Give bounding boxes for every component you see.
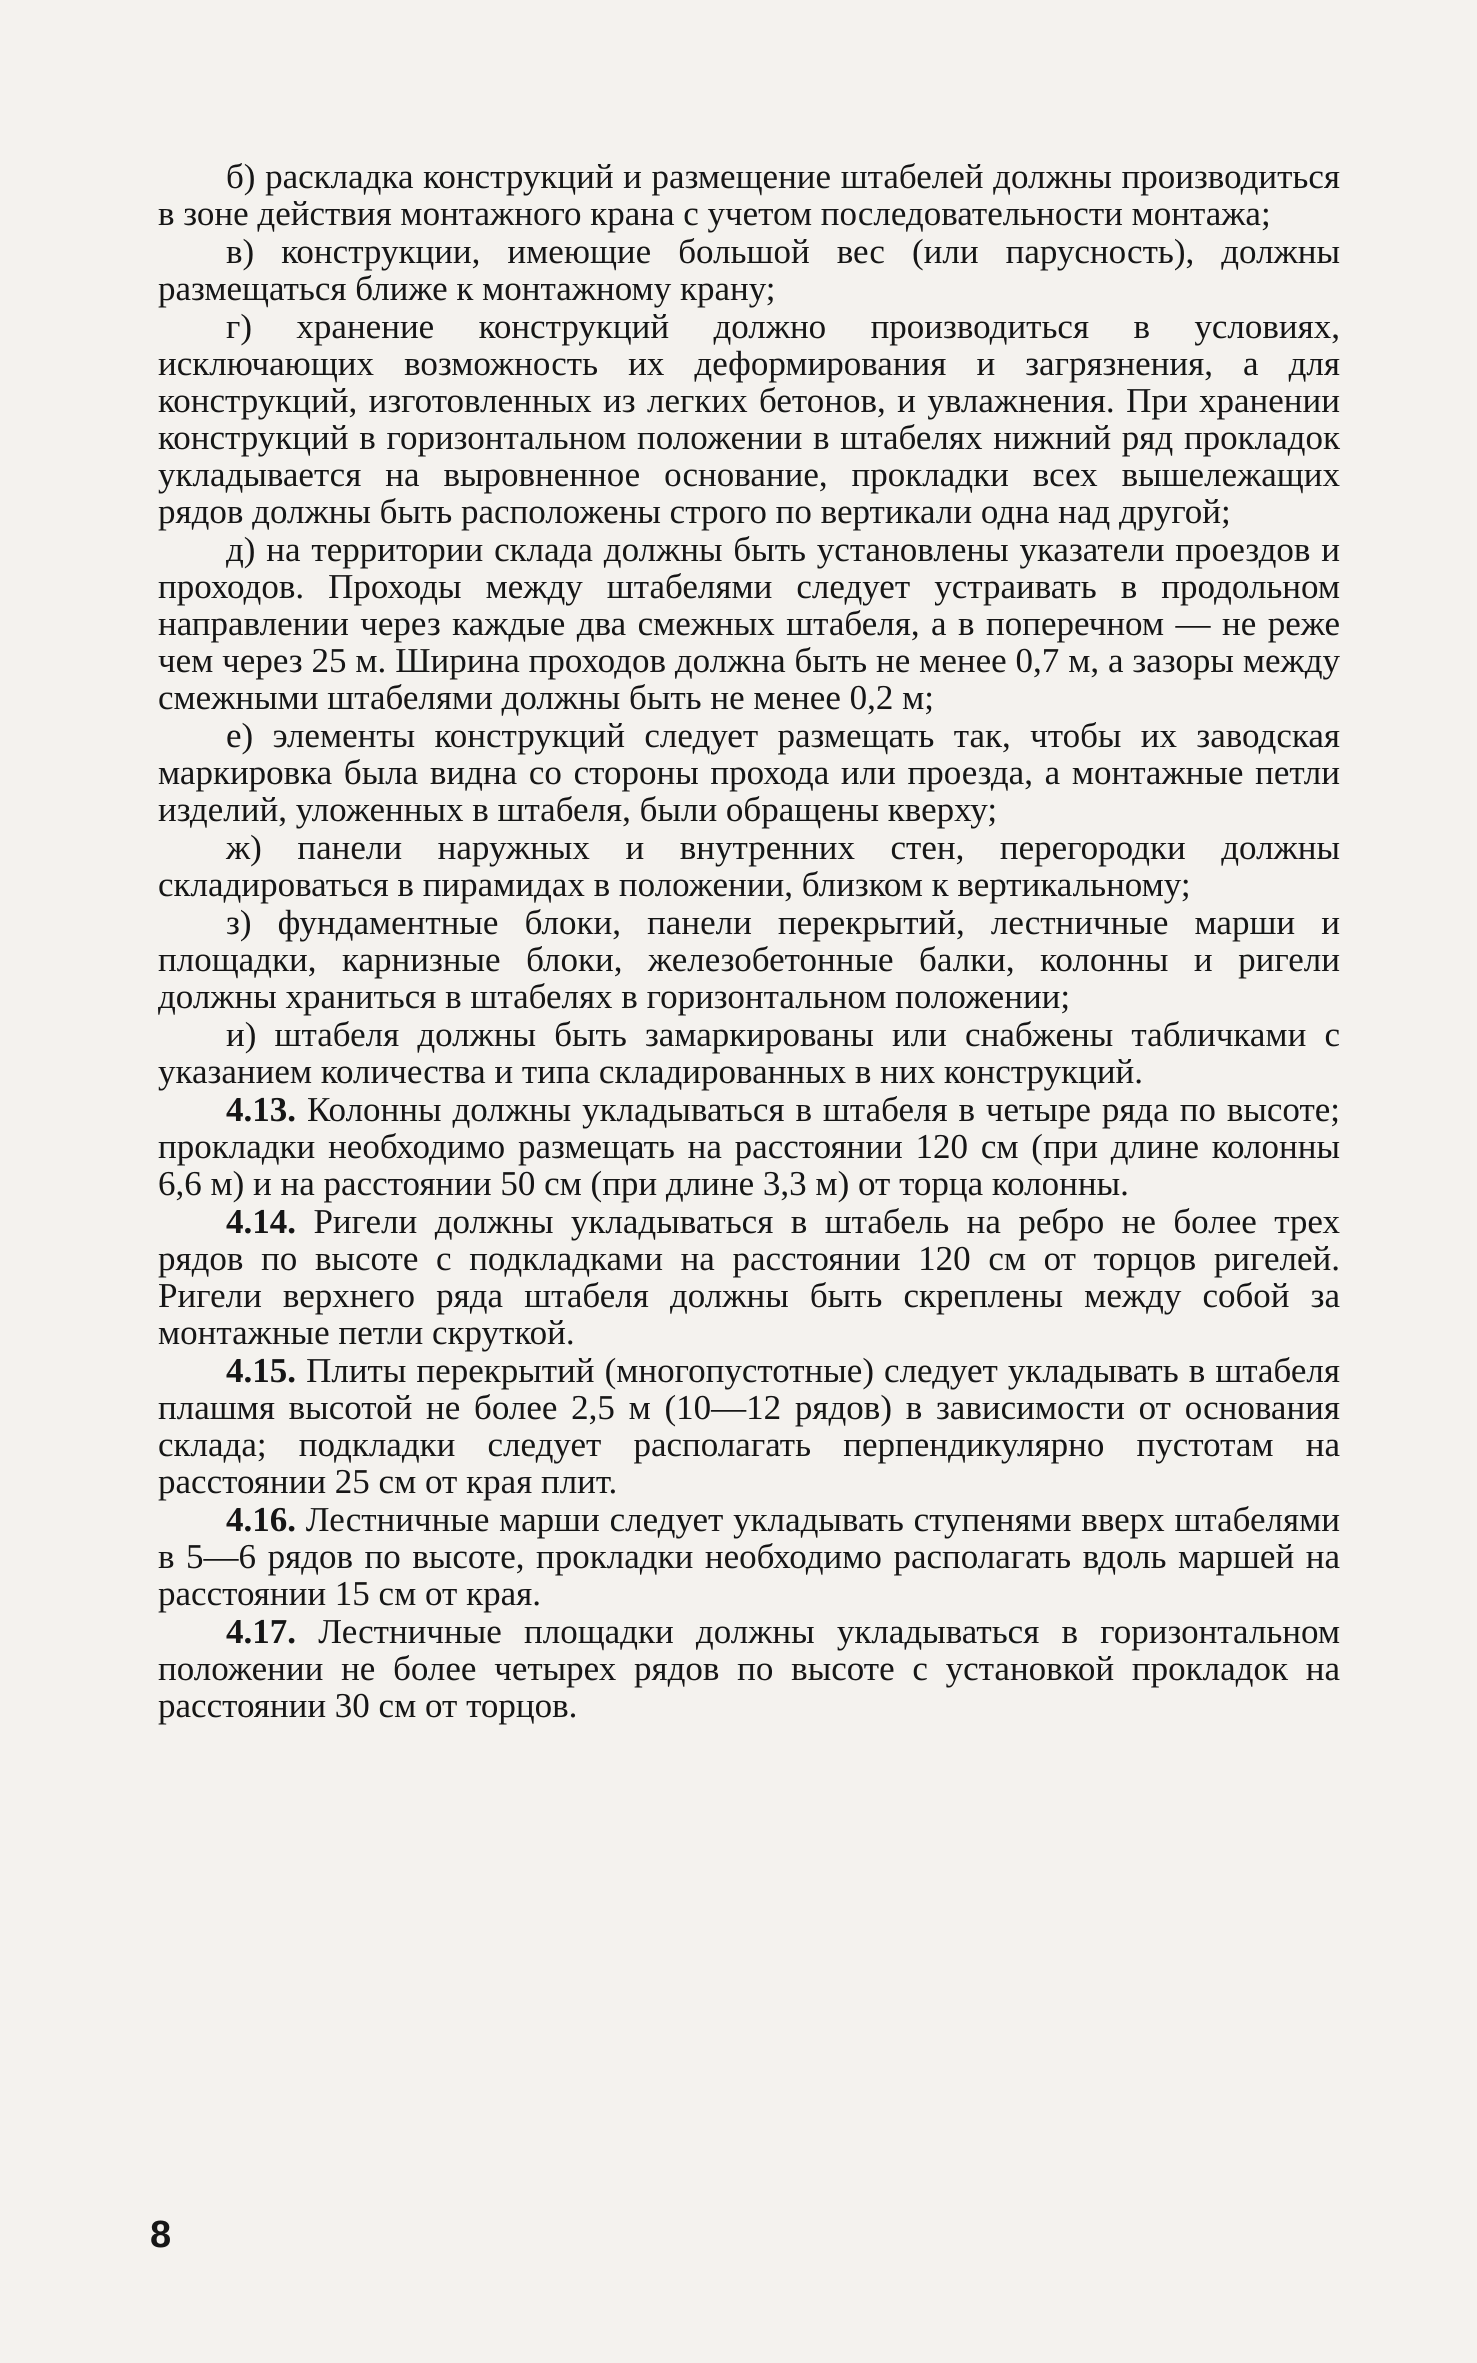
section-4-15 — [158, 1352, 1340, 1500]
paragraph-text: ж) панели наружных и внутренних стен, перегородки должны складироваться в пирамидах в положении, близком к вертикальному; — [158, 828, 1340, 904]
section-4-14 — [158, 1203, 1340, 1351]
section-number: 4.17. — [226, 1612, 296, 1651]
section-number: 4.15. — [226, 1351, 296, 1390]
paragraph-text: з) фундаментные блоки, панели перекрытий, лестничные марши и площадки, карнизные блоки, железобетонные балки, колонны и ригели должны храниться в штабелях в горизонтальном положении; — [158, 903, 1340, 1016]
paragraph-text: в) конструкции, имеющие большой вес (или парусность), должны размещаться ближе к монтажному крану; — [158, 232, 1340, 308]
section-4-13 — [158, 1091, 1340, 1202]
paragraph-text: и) штабеля должны быть замаркированы или снабжены табличками с указанием количества и типа складированных в них конструкций. — [158, 1015, 1340, 1091]
paragraph-text: Лестничные площадки должны укладываться в горизонтальном положении не более четырех рядов по высоте с установкой прокладок на расстоянии 30 см от торцов. — [158, 1612, 1340, 1725]
document-body — [158, 158, 1340, 1724]
paragraph-item-b — [158, 158, 1340, 232]
paragraph-text: Лестничные марши следует укладывать ступенями вверх штабелями в 5—6 рядов по высоте, прокладки необходимо располагать вдоль маршей на расстоянии 15 см от края. — [158, 1500, 1340, 1613]
paragraph-text: б) раскладка конструкций и размещение штабелей должны производиться в зоне действия монтажного крана с учетом последовательности монтажа; — [158, 157, 1340, 233]
paragraph-text: г) хранение конструкций должно производиться в условиях, исключающих возможность их деформирования и загрязнения, а для конструкций, изготовленных из легких бетонов, и увлажнения. При хранении конструкций в горизонтальном положении в штабелях нижний ряд прокладок укладывается на выровненное основание, прокладки всех вышележащих рядов должны быть расположены строго по вертикали одна над другой; — [158, 307, 1340, 531]
paragraph-text: Плиты перекрытий (многопустотные) следует укладывать в штабеля плашмя высотой не более 2,5 м (10—12 рядов) в зависимости от основания склада; подкладки следует располагать перпендикулярно пустотам на расстоянии 25 см от края плит. — [158, 1351, 1340, 1501]
section-number: 4.14. — [226, 1202, 296, 1241]
section-number: 4.16. — [226, 1500, 296, 1539]
paragraph-item-i — [158, 1016, 1340, 1090]
paragraph-item-z — [158, 904, 1340, 1015]
paragraph-item-d — [158, 531, 1340, 716]
section-4-16 — [158, 1501, 1340, 1612]
section-number: 4.13. — [226, 1090, 296, 1129]
paragraph-text: д) на территории склада должны быть установлены указатели проездов и проходов. Проходы между штабелями следует устраивать в продольном направлении через каждые два смежных штабеля, а в поперечном — не реже чем через 25 м. Ширина проходов должна быть не менее 0,7 м, а зазоры между смежными штабелями должны быть не менее 0,2 м; — [158, 530, 1340, 717]
paragraph-item-g — [158, 308, 1340, 530]
paragraph-text: е) элементы конструкций следует размещать так, чтобы их заводская маркировка была видна со стороны прохода или проезда, а монтажные петли изделий, уложенных в штабеля, были обращены кверху; — [158, 716, 1340, 829]
paragraph-text: Колонны должны укладываться в штабеля в четыре ряда по высоте; прокладки необходимо размещать на расстоянии 120 см (при длине колонны 6,6 м) и на расстоянии 50 см (при длине 3,3 м) от торца колонны. — [158, 1090, 1341, 1203]
paragraph-item-zh — [158, 829, 1340, 903]
paragraph-text: Ригели должны укладываться в штабель на ребро не более трех рядов по высоте с подкладками на расстоянии 120 см от торцов ригелей. Ригели верхнего ряда штабеля должны быть скреплены между собой за монтажные петли скруткой. — [158, 1202, 1340, 1352]
section-4-17 — [158, 1613, 1340, 1724]
paragraph-item-e — [158, 717, 1340, 828]
page-number: 8 — [150, 2214, 172, 2256]
paragraph-item-v — [158, 233, 1340, 307]
